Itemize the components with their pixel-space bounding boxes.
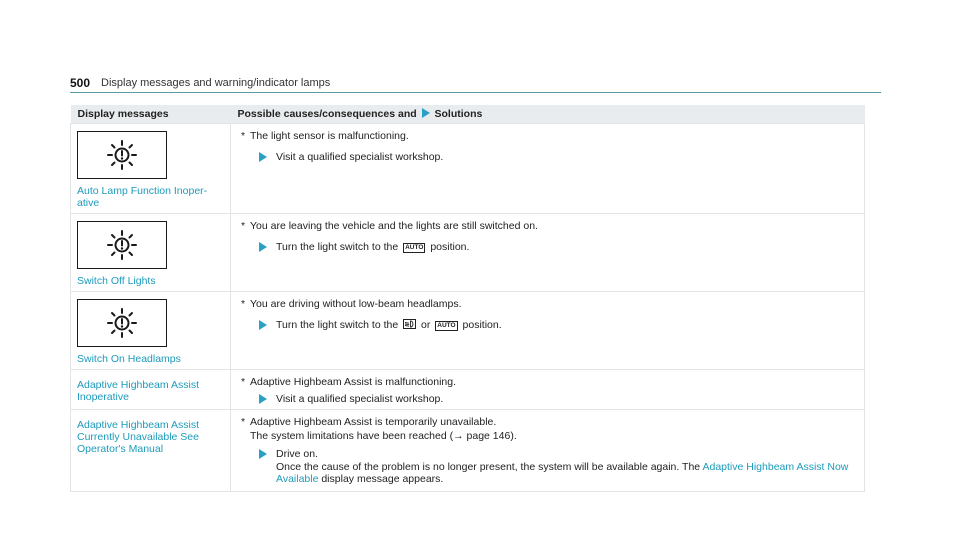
message-cell [71,369,231,410]
cause-item [241,220,856,233]
message-name: Adaptive Highbeam Assist Currently Unavailable See Operator's Manual [77,419,199,455]
cause-marker: * [241,416,246,428]
action-line1: Drive on. [276,448,319,460]
cause-detail-prefix: The system limitations have been reached ( [250,430,454,442]
cause-marker: * [241,297,246,310]
action-arrow-icon [259,394,267,404]
header-causes-solutions [231,105,865,123]
solution-cell [231,410,865,492]
action-text-prefix: Turn the light switch to the [276,318,399,331]
action-line2-suffix: display message appears. [321,473,444,485]
action-text [276,319,502,332]
message-cell [71,291,231,369]
low-beam-symbol-icon [403,319,416,329]
action-arrow-icon [259,320,267,330]
table-row [71,369,865,410]
solution-cell [231,123,865,213]
solution-cell [231,213,865,291]
solution-cell [231,369,865,410]
action-arrow-icon [259,152,267,162]
action-text [276,241,469,254]
table-header-row [71,105,865,123]
message-cell [71,123,231,213]
auto-symbol-icon: AUTO [437,321,456,329]
action-text-suffix: position. [462,318,502,331]
cause-text: You are leaving the vehicle and the lights are still switched on. [250,219,538,232]
display-messages-table [70,105,865,492]
cause-item [241,298,856,311]
cause-marker: * [241,219,246,232]
table-row [71,291,865,369]
cause-text: Adaptive Highbeam Assist is malfunctioning. [250,375,457,388]
table-row [71,410,865,492]
solution-arrow-icon [422,108,430,118]
header-solutions-label: Solutions [434,107,483,120]
cause-detail [241,430,856,443]
table-row [71,123,865,213]
message-cell [71,410,231,492]
action-line2-prefix: Once the cause of the problem is no longer present, the system will be available again. The [276,460,701,473]
action-item [259,151,856,164]
action-text-or: or [421,318,431,331]
message-name: Auto Lamp Function Inoper-ative [77,184,208,209]
action-item [259,393,856,406]
page-header [70,75,881,93]
light-lamp-warning-icon [77,221,167,269]
cause-text: You are driving without low-beam headlamps. [250,297,462,310]
message-name: Switch On Headlamps [77,352,181,365]
action-arrow-icon [259,242,267,252]
message-name: Switch Off Lights [77,274,156,287]
table-row [71,213,865,291]
cause-text: Adaptive Highbeam Assist is temporarily unavailable. [250,416,497,428]
message-cell [71,213,231,291]
auto-symbol-icon: AUTO [405,243,424,251]
header-display-messages: Display messages [71,105,231,123]
cause-text: The light sensor is malfunctioning. [250,129,409,142]
cause-marker: * [241,375,246,388]
cause-item [241,130,856,143]
action-text: Visit a qualified specialist workshop. [276,150,444,163]
action-item [259,319,856,332]
message-name: Adaptive Highbeam Assist Inoperative [77,378,199,403]
cause-item [241,376,856,389]
light-lamp-warning-icon [77,299,167,347]
header-causes-label: Possible causes/consequences and [237,107,417,120]
action-text-prefix: Turn the light switch to the [276,240,399,253]
cause-detail-suffix: ). [510,430,517,442]
page-reference-link[interactable]: → page 146 [453,430,511,442]
action-item [259,241,856,254]
action-text: Visit a qualified specialist workshop. [276,392,444,405]
action-item [259,448,856,486]
cause-marker: * [241,129,246,142]
action-arrow-icon [259,449,267,459]
action-text-suffix: position. [430,240,470,253]
cause-item [241,416,856,429]
light-lamp-warning-icon [77,131,167,179]
solution-cell [231,291,865,369]
display-message-name: Adaptive Highbeam Assist Now Available [276,460,849,485]
page-title: Display messages and warning/indicator lamps [101,77,331,89]
action-text [276,448,856,486]
action-line2 [276,461,856,486]
page-number: 500 [70,76,91,90]
